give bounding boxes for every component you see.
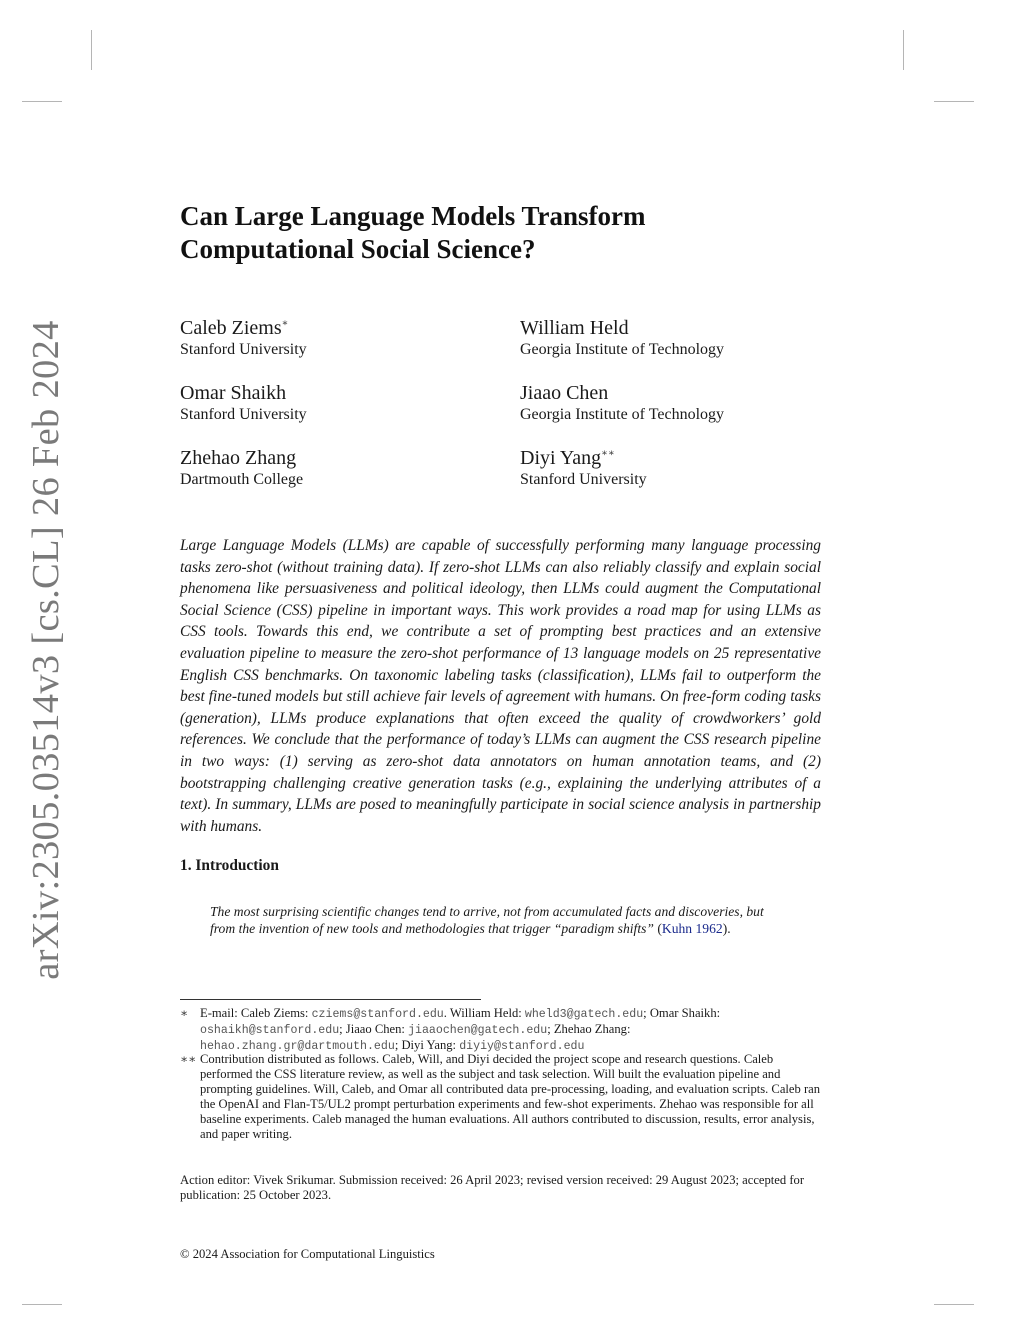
crop-mark-top-right bbox=[903, 30, 904, 70]
author-affiliation: Dartmouth College bbox=[180, 471, 304, 488]
author-name: Jiaao Chen bbox=[520, 382, 609, 404]
author-affiliation: Georgia Institute of Technology bbox=[520, 406, 725, 423]
copyright-notice: © 2024 Association for Computational Linguistics bbox=[180, 1247, 435, 1261]
author-affiliation: Stanford University bbox=[180, 406, 307, 423]
footnote-body: Contribution distributed as follows. Caleb, Will, and Diyi decided the project scope and research questions. Caleb performed the CSS literature review, as well as the subject and task selection. Will built the evaluation pipeline and prompting guidelines. Will, Caleb, and Omar all contributed data pre-processing, loading, and evaluation scripts. Caleb ran the OpenAI and Flan-T5/UL2 prompt perturbation experiments and few-shot experiments. Zhehao was responsible for all baseline experiments. Caleb managed the human evaluations. All authors contributed to discussion, results, error analysis, and paper writing. bbox=[200, 1052, 821, 1141]
title-line-1: Can Large Language Models Transform bbox=[180, 201, 646, 231]
author-block-caleb-ziems bbox=[180, 312, 500, 360]
crop-mark-right-upper bbox=[934, 101, 974, 102]
email-link-jiaao[interactable]: jiaaochen@gatech.edu bbox=[408, 1024, 548, 1037]
author-name: Omar Shaikh bbox=[180, 382, 287, 404]
crop-mark-left-upper bbox=[22, 101, 62, 102]
author-name: William Held bbox=[520, 317, 629, 339]
footnote-emails bbox=[180, 1006, 821, 1054]
author-affiliation: Georgia Institute of Technology bbox=[520, 341, 725, 358]
crop-mark-right-lower bbox=[934, 1304, 974, 1305]
author-name: Diyi Yang∗∗ bbox=[520, 447, 615, 469]
abstract: Large Language Models (LLMs) are capable of successfully performing many language processing tasks zero-shot (without training data). If zero-shot LLMs can also reliably classify and explain social phenomena like persuasiveness and political ideology, then LLMs could augment the Computational Social Science (CSS) pipeline in important ways. This work provides a road map for using LLMs as CSS tools. Towards this end, we contribute a set of prompting best practices and an extensive evaluation pipeline to measure the zero-shot performance of 13 language models on 25 representative English CSS benchmarks. On taxonomic labeling tasks (classification), LLMs fail to outperform the best fine-tuned models but still achieve fair levels of agreement with humans. On free-form coding tasks (generation), LLMs produce explanations that often exceed the quality of crowdworkers’ gold references. We conclude that the performance of today’s LLMs can augment the CSS research pipeline in two ways: (1) serving as zero-shot data annotators on human annotation teams, and (2) bootstrapping challenging creative generation tasks (e.g., explaining the underlying attributes of a text). In summary, LLMs are posed to meaningfully participate in social science analysis in partnership with humans. bbox=[180, 537, 821, 835]
author-affiliation: Stanford University bbox=[520, 471, 647, 488]
citation-link-kuhn-1962[interactable]: Kuhn 1962 bbox=[661, 921, 723, 936]
author-block-omar-shaikh bbox=[180, 377, 500, 425]
author-block-diyi-yang bbox=[520, 442, 840, 490]
email-link-zhehao[interactable]: hehao.zhang.gr@dartmouth.edu bbox=[200, 1040, 395, 1053]
email-link-omar[interactable]: oshaikh@stanford.edu bbox=[200, 1024, 340, 1037]
footnote-mark: ∗∗ bbox=[180, 1052, 197, 1066]
arxiv-identifier-stamp: arXiv:2305.03514v3 [cs.CL] 26 Feb 2024 bbox=[25, 320, 67, 980]
author-affiliation: Stanford University bbox=[180, 341, 307, 358]
footnote-contributions bbox=[180, 1052, 821, 1142]
footnote-body: E-mail: Caleb Ziems: cziems@stanford.edu. William Held: wheld3@gatech.edu; Omar Shaikh: oshaikh@stanford.edu; Jiaao Chen: jiaaochen@gatech.edu; Zhehao Zhang: hehao.zhang.gr@dartmouth.edu; Diyi Yang: diyiy@stanford.edu bbox=[200, 1006, 721, 1053]
author-note-mark: ∗∗ bbox=[601, 448, 615, 459]
epigraph-quote: The most surprising scientific changes tend to arrive, not from accumulated facts and discoveries, but from the invention of new tools and methodologies that trigger “paradigm shifts” (Kuhn 1962). bbox=[210, 904, 764, 936]
author-block-zhehao-zhang bbox=[180, 442, 500, 490]
author-block-jiaao-chen bbox=[520, 377, 840, 425]
email-link-caleb[interactable]: cziems@stanford.edu bbox=[311, 1008, 444, 1021]
section-heading-introduction: 1. Introduction bbox=[180, 857, 279, 874]
email-link-diyi[interactable]: diyiy@stanford.edu bbox=[459, 1040, 585, 1053]
author-name: Caleb Ziems∗ bbox=[180, 317, 289, 339]
crop-mark-left-lower bbox=[22, 1304, 62, 1305]
epigraph-text: The most surprising scientific changes tend to arrive, not from accumulated facts and discoveries, but from the invention of new tools and methodologies that trigger “paradigm shifts” bbox=[210, 904, 764, 936]
author-note-mark: ∗ bbox=[281, 318, 289, 329]
title-line-2: Computational Social Science? bbox=[180, 234, 536, 264]
footnote-divider bbox=[180, 999, 481, 1000]
crop-mark-top-left bbox=[91, 30, 92, 70]
footnote-mark: ∗ bbox=[180, 1006, 189, 1020]
paper-title bbox=[180, 200, 820, 266]
author-name: Zhehao Zhang bbox=[180, 447, 297, 469]
email-link-william[interactable]: wheld3@gatech.edu bbox=[524, 1008, 644, 1021]
author-block-william-held bbox=[520, 312, 840, 360]
submission-history-note: Action editor: Vivek Srikumar. Submission received: 26 April 2023; revised version received: 29 August 2023; accepted for publication: 25 October 2023. bbox=[180, 1173, 805, 1202]
